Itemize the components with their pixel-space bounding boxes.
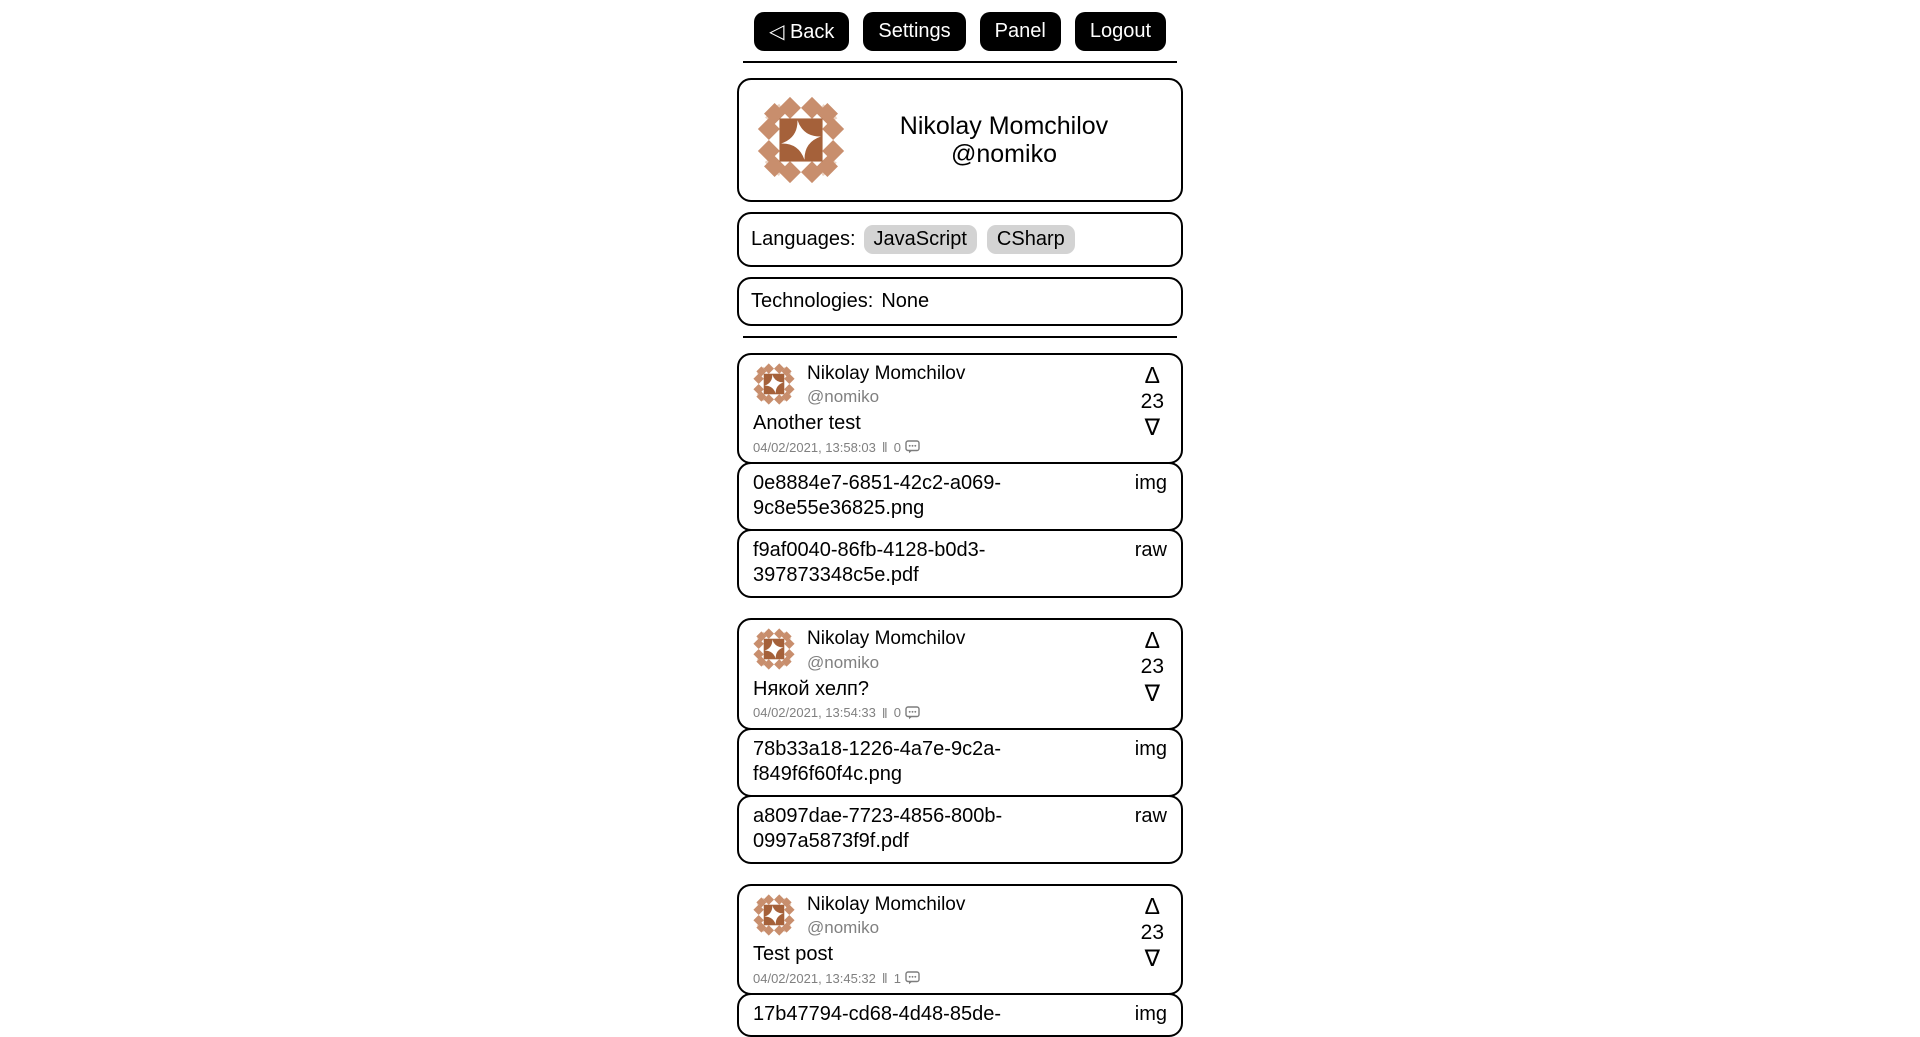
post-card[interactable]	[737, 884, 1183, 995]
post-header	[753, 363, 1167, 407]
upvote-button[interactable]: Δ	[1144, 892, 1160, 919]
profile-card	[737, 78, 1183, 202]
post-author-name: Nikolay Momchilov	[807, 893, 966, 915]
post	[737, 618, 1183, 863]
post	[737, 884, 1183, 1037]
language-chip[interactable]: JavaScript	[864, 225, 977, 254]
downvote-button[interactable]: ∇	[1144, 414, 1161, 441]
post-comment-count: 0	[893, 705, 901, 721]
panel-button[interactable]: Panel	[980, 12, 1061, 51]
language-chip[interactable]: CSharp	[987, 225, 1075, 254]
post-author-avatar	[753, 628, 795, 670]
downvote-button[interactable]: ∇	[1144, 945, 1161, 971]
attachment-row[interactable]	[737, 728, 1183, 797]
post-author-handle: @nomiko	[807, 918, 880, 938]
attachment-kind-label: raw	[1134, 539, 1167, 562]
page	[737, 0, 1183, 1037]
vote-count: 23	[1140, 655, 1164, 679]
profile-names	[845, 112, 1163, 169]
attachment-kind-label: raw	[1134, 804, 1167, 827]
post-card[interactable]	[737, 353, 1183, 464]
profile-name: Nikolay Momchilov	[899, 111, 1109, 140]
post-author-avatar	[753, 894, 795, 936]
post-author	[807, 628, 965, 672]
post-author	[807, 363, 965, 407]
meta-separator-icon: ‖	[881, 439, 888, 456]
post-author-handle: @nomiko	[807, 652, 880, 672]
technologies-card	[737, 277, 1183, 326]
technologies-label: Technologies:	[751, 290, 874, 312]
attachment-filename: 17b47794-cd68-4d48-85de-	[753, 1003, 1001, 1026]
post-title: Test post	[753, 943, 834, 966]
attachment-filename: 0e8884e7-6851-42c2-a069-9c8e55e36825.png	[753, 472, 1001, 520]
comment-bubble-icon	[905, 706, 920, 720]
attachment-filename: 78b33a18-1226-4a7e-9c2a-f849f6f60f4c.png	[753, 737, 1001, 785]
post-timestamp: 04/02/2021, 13:45:32	[753, 970, 876, 986]
upvote-button[interactable]: Δ	[1144, 362, 1160, 388]
post	[737, 353, 1183, 598]
attachment-row[interactable]	[737, 462, 1183, 531]
attachment-filename: a8097dae-7723-4856-800b-0997a5873f9f.pdf	[753, 804, 1003, 852]
meta-separator-icon: ‖	[881, 970, 888, 987]
attachment-list	[737, 728, 1183, 864]
vote-controls	[1141, 629, 1164, 704]
post-comment-count: 1	[893, 970, 901, 986]
vote-controls	[1140, 892, 1164, 971]
downvote-button[interactable]: ∇	[1144, 679, 1161, 706]
attachment-row[interactable]	[737, 529, 1183, 598]
comment-bubble-icon	[905, 440, 920, 454]
post-author-handle: @nomiko	[807, 387, 880, 407]
post-timestamp: 04/02/2021, 13:58:03	[753, 439, 876, 455]
attachment-row[interactable]	[737, 795, 1183, 864]
profile-avatar	[757, 96, 845, 184]
post-meta	[753, 970, 1167, 986]
top-divider	[743, 61, 1177, 63]
technologies-value: None	[881, 290, 930, 312]
post-meta	[753, 705, 1167, 721]
attachment-list	[737, 462, 1183, 598]
post-header	[753, 894, 1167, 938]
language-chip-list	[864, 225, 1075, 254]
posts-divider	[743, 336, 1177, 338]
post-list	[737, 353, 1183, 1037]
post-timestamp: 04/02/2021, 13:54:33	[753, 705, 876, 721]
vote-count: 23	[1140, 390, 1164, 413]
profile-handle: @nomiko	[951, 140, 1057, 168]
languages-card	[737, 212, 1183, 267]
post-title: Някой хелп?	[753, 677, 869, 700]
post-comment-count: 0	[893, 439, 901, 455]
back-button[interactable]: ◁ Back	[754, 12, 849, 51]
attachment-kind-label: img	[1134, 472, 1167, 495]
vote-controls	[1141, 364, 1164, 439]
post-author-name: Nikolay Momchilov	[807, 628, 966, 650]
post-meta	[753, 439, 1167, 455]
attachment-kind-label: img	[1134, 737, 1167, 760]
upvote-button[interactable]: Δ	[1144, 627, 1160, 654]
post-author	[807, 894, 965, 938]
post-title: Another test	[753, 412, 861, 435]
post-author-avatar	[753, 363, 795, 405]
attachment-row[interactable]	[737, 993, 1183, 1037]
meta-separator-icon: ‖	[881, 704, 888, 721]
post-header	[753, 628, 1167, 672]
attachment-kind-label: img	[1134, 1003, 1167, 1026]
post-card[interactable]	[737, 618, 1183, 729]
comment-bubble-icon	[905, 971, 920, 985]
languages-label: Languages:	[751, 228, 856, 250]
settings-button[interactable]: Settings	[863, 12, 965, 51]
attachment-filename: f9af0040-86fb-4128-b0d3-397873348c5e.pdf	[753, 539, 986, 587]
attachment-list	[737, 993, 1183, 1037]
toolbar	[737, 12, 1183, 51]
logout-button[interactable]: Logout	[1075, 12, 1166, 51]
vote-count: 23	[1140, 920, 1164, 944]
post-author-name: Nikolay Momchilov	[807, 363, 966, 384]
